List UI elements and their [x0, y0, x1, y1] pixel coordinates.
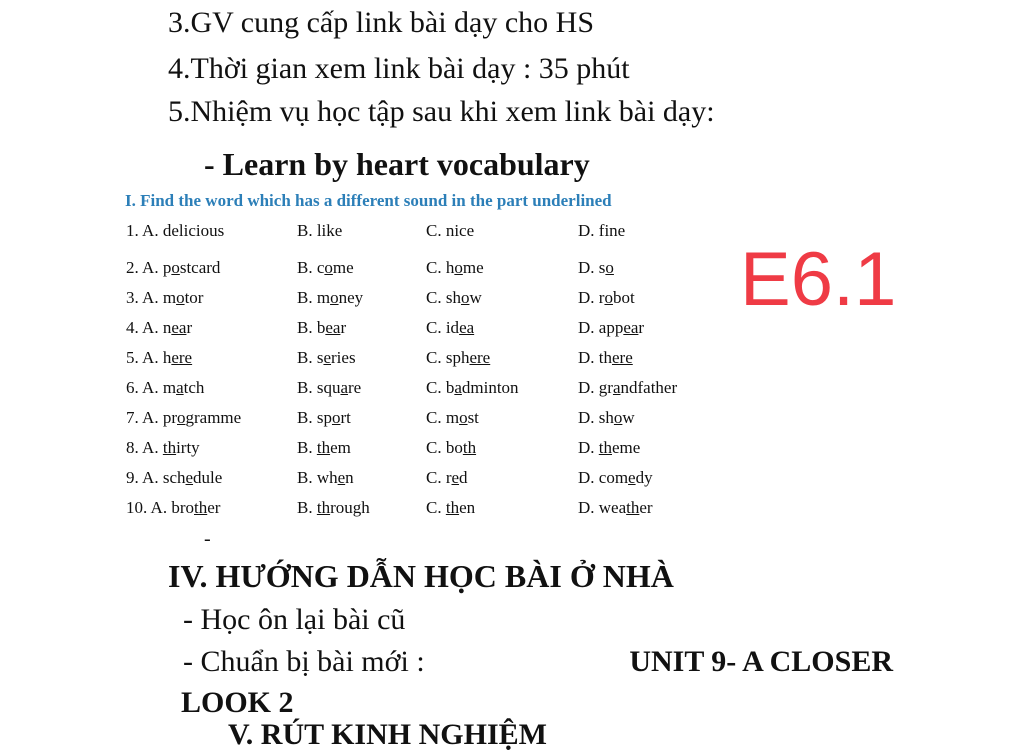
option-text: ries	[331, 348, 356, 367]
option-text: C. m	[426, 408, 460, 427]
option-text: D. wea	[578, 498, 627, 517]
option-text: w	[469, 288, 482, 307]
option-text: eme	[612, 438, 641, 457]
underlined-part: o	[330, 288, 339, 307]
option-text: stcard	[179, 258, 221, 277]
underlined-part: o	[604, 288, 613, 307]
section-4-title: IV. HƯỚNG DẪN HỌC BÀI Ở NHÀ	[168, 558, 674, 594]
underlined-part: th	[316, 438, 331, 457]
underlined-part: th	[194, 498, 208, 517]
option-text: D.	[578, 438, 599, 457]
underlined-part: o	[171, 258, 180, 277]
option-text: irty	[176, 438, 200, 457]
vocab-heading: - Learn by heart vocabulary	[204, 146, 590, 182]
option-text: r	[638, 318, 645, 337]
exercise-tag: E6.1	[740, 237, 897, 322]
underlined-part: e	[451, 468, 460, 487]
underlined-part: ere	[612, 348, 633, 367]
underlined-part: a	[612, 378, 621, 397]
question-6-option-d	[578, 378, 677, 398]
option-text: C. nice	[426, 221, 475, 240]
option-text: re	[348, 378, 362, 397]
option-text: B. c	[297, 258, 325, 277]
option-text: me	[332, 258, 354, 277]
option-text: 8. A.	[126, 438, 163, 457]
underlined-part: o	[605, 258, 614, 277]
question-3-option-c	[426, 288, 482, 308]
option-text: tch	[183, 378, 205, 397]
option-text: er	[639, 498, 653, 517]
option-text: B. s	[297, 348, 324, 367]
question-5-option-a	[126, 348, 192, 368]
underlined-part: th	[462, 438, 477, 457]
underlined-part: o	[331, 408, 341, 427]
underlined-part: o	[454, 258, 463, 277]
question-1-option-c	[426, 221, 474, 241]
cropped-bottom-line	[228, 718, 588, 751]
underlined-part: th	[626, 498, 640, 517]
underlined-part: th	[162, 438, 177, 457]
question-8-option-d	[578, 438, 640, 458]
underlined-part: a	[340, 378, 349, 397]
underlined-part: e	[337, 468, 346, 487]
option-text: 7. A. pr	[126, 408, 177, 427]
underlined-part: th	[445, 498, 460, 517]
step-4: 4.Thời gian xem link bài dạy : 35 phút	[168, 52, 630, 85]
question-1-option-d	[578, 221, 625, 241]
option-text: r	[186, 318, 193, 337]
question-9-option-b	[297, 468, 354, 488]
question-2-option-c	[426, 258, 484, 278]
home-prepare-unit-a: UNIT 9- A CLOSER	[629, 645, 893, 678]
option-text: C. h	[426, 258, 455, 277]
option-text: C. sph	[426, 348, 470, 367]
option-text: D. fine	[578, 221, 626, 240]
question-7-option-d	[578, 408, 635, 428]
home-prepare-prefix: - Chuẩn bị bài mới :	[183, 645, 425, 678]
question-9-option-a	[126, 468, 222, 488]
option-text: dy	[635, 468, 653, 487]
option-text: 9. A. sch	[126, 468, 186, 487]
option-text: rt	[340, 408, 351, 427]
question-2-option-a	[126, 258, 220, 278]
question-7-option-b	[297, 408, 351, 428]
underlined-part: ea	[171, 318, 187, 337]
option-text: B.	[297, 438, 317, 457]
underlined-part: o	[177, 408, 186, 427]
separator-dash: -	[204, 528, 211, 550]
underlined-part: ea	[459, 318, 475, 337]
question-3-option-b	[297, 288, 363, 308]
underlined-part: ere	[171, 348, 193, 367]
step-3: 3.GV cung cấp link bài dạy cho HS	[168, 6, 595, 39]
question-4-option-d	[578, 318, 644, 338]
option-text: B. like	[297, 221, 343, 240]
option-text: C. b	[426, 378, 455, 397]
option-text: dminton	[461, 378, 519, 397]
option-text: D. s	[578, 258, 606, 277]
home-prepare-unit-b: LOOK 2	[181, 686, 294, 719]
option-text: C. id	[426, 318, 460, 337]
step-5: 5.Nhiệm vụ học tập sau khi xem link bài dạy:	[168, 95, 715, 128]
question-4-option-c	[426, 318, 474, 338]
option-text: w	[622, 408, 635, 427]
cropped-bottom-text: V. RÚT KINH NGHIỆM	[228, 718, 547, 751]
option-text: 10. A. bro	[126, 498, 194, 517]
option-text: em	[330, 438, 351, 457]
home-review: - Học ôn lại bài cũ	[183, 603, 406, 636]
option-text: B. b	[297, 318, 326, 337]
question-6-option-b	[297, 378, 361, 398]
option-text: C. sh	[426, 288, 461, 307]
option-text: 1. A. deli	[126, 221, 189, 240]
option-text: B. m	[297, 288, 331, 307]
underlined-part: th	[316, 498, 331, 517]
question-8-option-a	[126, 438, 200, 458]
option-text: 4. A. n	[126, 318, 172, 337]
option-text: bot	[612, 288, 635, 307]
option-text: d	[459, 468, 468, 487]
option-text: me	[462, 258, 484, 277]
option-text: en	[459, 498, 476, 517]
underlined-part: a	[454, 378, 462, 397]
option-text: B.	[297, 498, 317, 517]
question-8-option-c	[426, 438, 476, 458]
option-text: D. sh	[578, 408, 614, 427]
home-prepare	[183, 645, 893, 679]
underlined-part: o	[324, 258, 333, 277]
option-text: D. r	[578, 288, 605, 307]
option-text: st	[467, 408, 479, 427]
option-text: D. th	[578, 348, 612, 367]
option-text: 3. A. m	[126, 288, 177, 307]
question-4-option-b	[297, 318, 346, 338]
option-text: ndfather	[620, 378, 678, 397]
question-10-option-c	[426, 498, 475, 518]
underlined-part: ere	[469, 348, 491, 367]
option-text: gramme	[185, 408, 242, 427]
question-10-option-b	[297, 498, 370, 518]
option-text: 5. A. h	[126, 348, 172, 367]
underlined-part: e	[185, 468, 194, 487]
option-text: B. squ	[297, 378, 341, 397]
underlined-part: o	[613, 408, 623, 427]
option-text: D. com	[578, 468, 629, 487]
underlined-part: o	[460, 288, 470, 307]
option-text: C. bo	[426, 438, 463, 457]
underlined-part: e	[323, 348, 332, 367]
question-2-option-b	[297, 258, 354, 278]
question-7-option-a	[126, 408, 241, 428]
option-text: r	[340, 318, 347, 337]
question-1-option-a	[126, 221, 224, 241]
question-9-option-d	[578, 468, 653, 488]
option-text: cious	[188, 221, 225, 240]
option-text: er	[207, 498, 221, 517]
option-text: tor	[184, 288, 204, 307]
question-9-option-c	[426, 468, 468, 488]
question-10-option-d	[578, 498, 653, 518]
question-6-option-c	[426, 378, 519, 398]
question-2-option-d	[578, 258, 614, 278]
option-text: D. app	[578, 318, 624, 337]
exercise-title: I. Find the word which has a different sound in the part underlined	[125, 191, 612, 210]
question-1-option-b	[297, 221, 342, 241]
question-5-option-c	[426, 348, 490, 368]
option-text: rough	[330, 498, 370, 517]
underlined-part: e	[628, 468, 636, 487]
option-text: ney	[338, 288, 364, 307]
option-text: B. wh	[297, 468, 338, 487]
question-5-option-b	[297, 348, 356, 368]
underlined-part: a	[176, 378, 184, 397]
underlined-part: o	[176, 288, 185, 307]
option-text: 6. A. m	[126, 378, 177, 397]
underlined-part: ea	[623, 318, 639, 337]
question-8-option-b	[297, 438, 351, 458]
question-5-option-d	[578, 348, 633, 368]
question-3-option-d	[578, 288, 635, 308]
question-6-option-a	[126, 378, 204, 398]
option-text: 2. A. p	[126, 258, 172, 277]
question-7-option-c	[426, 408, 479, 428]
question-10-option-a	[126, 498, 220, 518]
question-3-option-a	[126, 288, 203, 308]
option-text: B. sp	[297, 408, 332, 427]
underlined-part: ea	[325, 318, 341, 337]
option-text: C.	[426, 498, 446, 517]
underlined-part: o	[459, 408, 468, 427]
option-text: D. gr	[578, 378, 613, 397]
option-text: n	[345, 468, 354, 487]
option-text: dule	[193, 468, 223, 487]
option-text: C. r	[426, 468, 452, 487]
question-4-option-a	[126, 318, 192, 338]
underlined-part: th	[598, 438, 613, 457]
